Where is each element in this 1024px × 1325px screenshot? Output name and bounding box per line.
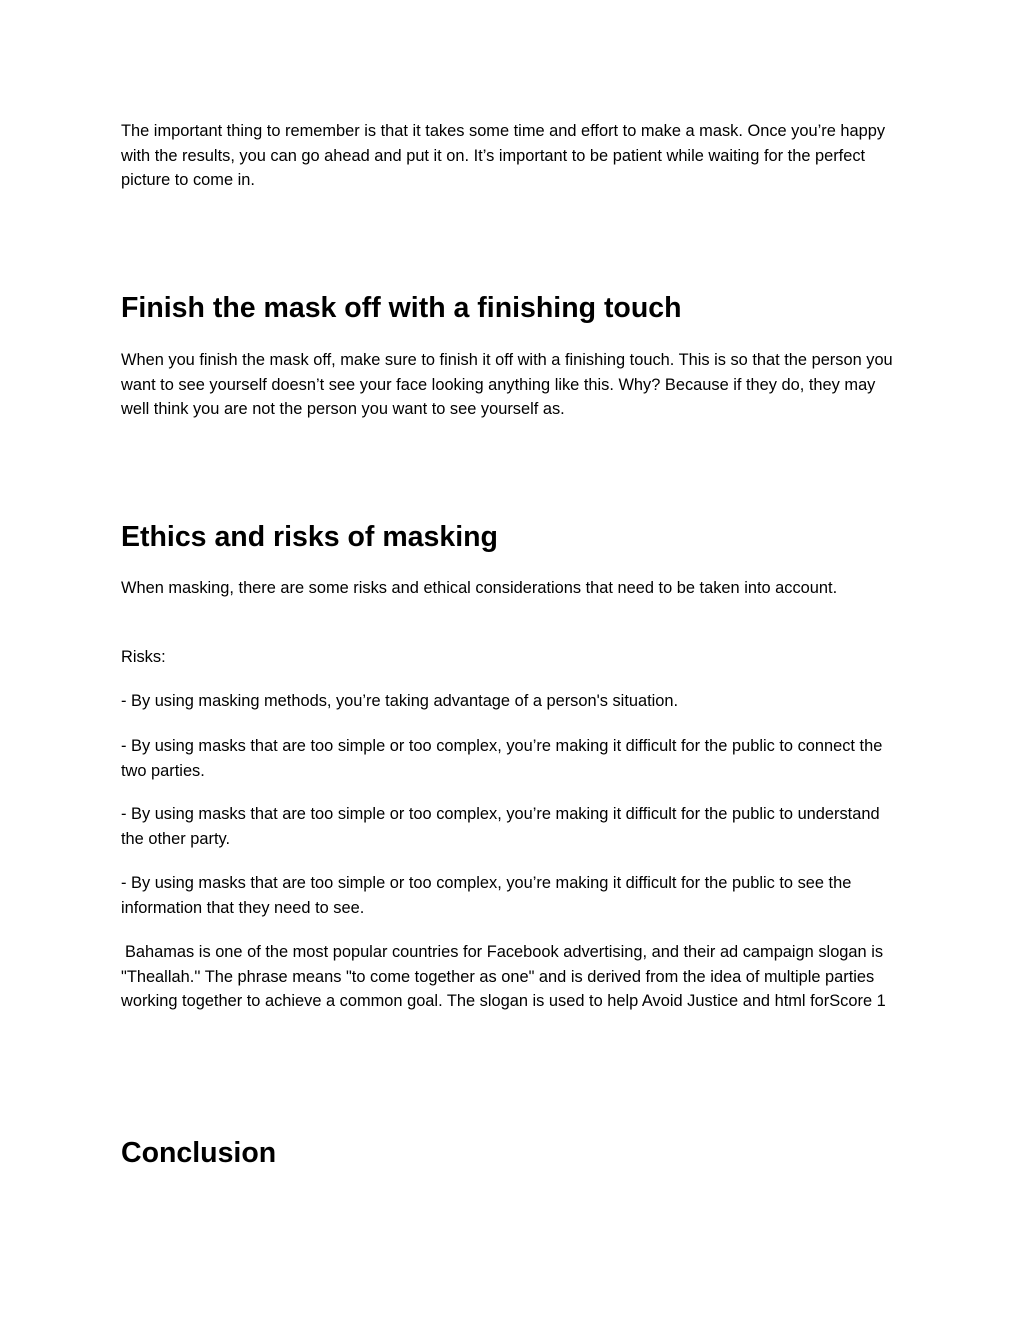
- ethics-paragraph: When masking, there are some risks and ethical considerations that need to be taken into account.: [121, 579, 838, 597]
- risk-item: - By using masking methods, you’re taking advantage of a person's situation.: [121, 692, 679, 710]
- intro-paragraph: The important thing to remember is that it takes some time and effort to make a mask. Once you’re happy with the results, you can go ahead and put it on. It’s important to be patient while waiting for the perfect picture to come in.: [121, 122, 886, 189]
- section-heading-conclusion: Conclusion: [121, 1137, 277, 1169]
- section-heading-ethics: Ethics and risks of masking: [121, 521, 498, 553]
- section-heading-finish: Finish the mask off with a finishing touch: [121, 292, 682, 324]
- risk-item: - By using masks that are too simple or too complex, you’re making it difficult for the public to see the information that they need to see.: [121, 874, 852, 917]
- risk-item: - By using masks that are too simple or too complex, you’re making it difficult for the public to connect the two parties.: [121, 737, 883, 780]
- closing-paragraph: Bahamas is one of the most popular countries for Facebook advertising, and their ad campaign slogan is "Theallah.'' The phrase means "to come together as one" and is derived from the idea of multiple parties working together to achieve a common goal. The slogan is used to help Avoid Justice and html forScore 1: [121, 943, 886, 1010]
- risks-label: Risks:: [121, 648, 166, 666]
- finish-paragraph: When you finish the mask off, make sure to finish it off with a finishing touch. This is so that the person you want to see yourself doesn’t see your face looking anything like this. Why? Because if they do, they may well think you are not the person you want to see yourself as.: [121, 351, 893, 418]
- risk-item: - By using masks that are too simple or too complex, you’re making it difficult for the public to understand the other party.: [121, 805, 880, 848]
